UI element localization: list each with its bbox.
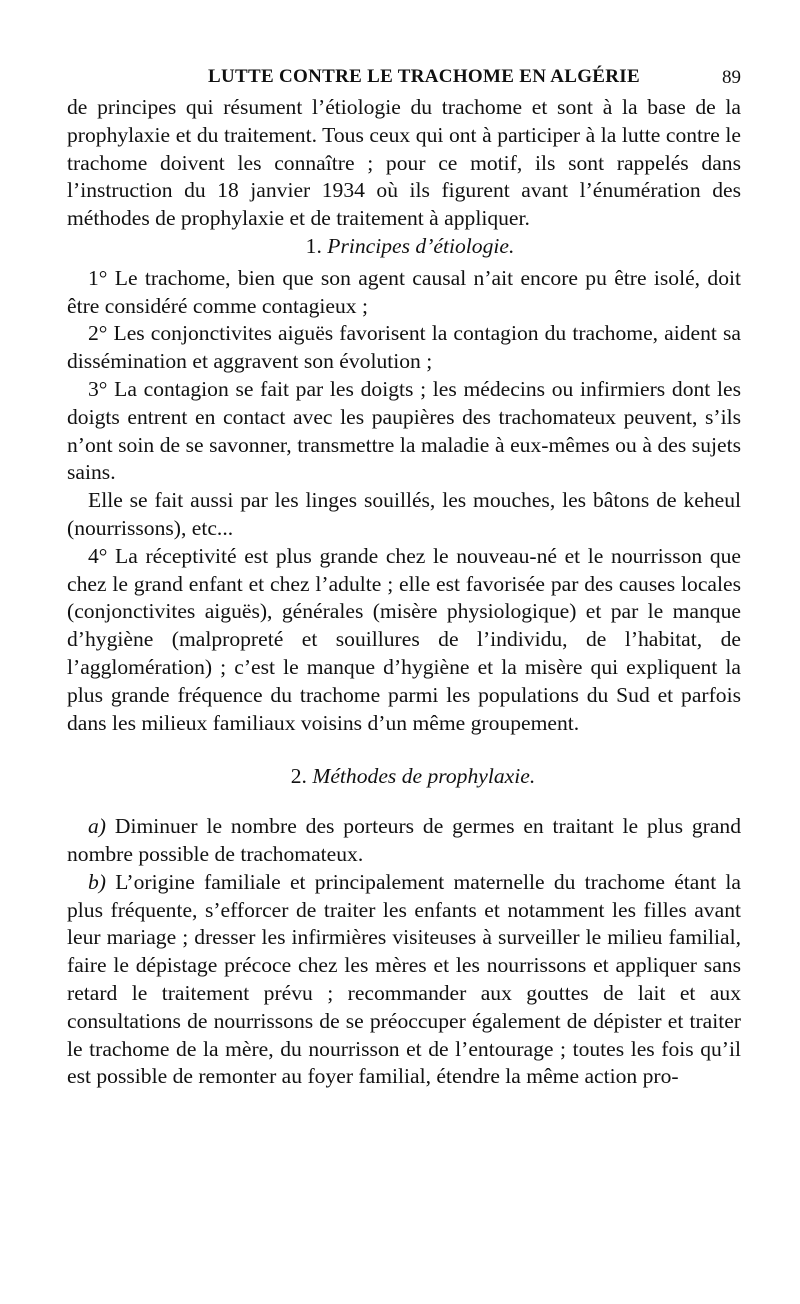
item-text: Diminuer le nombre des porteurs de germes en traitant le plus grand nombre possible de trachomateux. bbox=[67, 814, 741, 866]
paragraph bbox=[67, 813, 741, 869]
section-heading-prophylaxie bbox=[67, 763, 741, 791]
item-text: L’origine familiale et principalement maternelle du trachome étant la plus fréquente, s’efforcer de traiter les enfants et notamment les filles avant leur mariage ; dresser les infirmières visiteuses à surveiller le milieu familial, faire le dépistage précoce chez les mères et les nourrissons et appliquer sans retard le traitement prévu ; recommander aux gouttes de lait et aux consultations de nourrissons de se préoccuper également de dépister et traiter le trachome de la mère, du nourrisson et de l’entourage ; toutes les fois qu’il est possible de remonter au foyer familial, étendre la même action pro- bbox=[67, 869, 741, 1089]
intro-paragraph: de principes qui résument l’étiologie du trachome et sont à la base de la prophylaxie et du traitement. Tous ceux qui ont à participer à la lutte contre le trachome doivent les connaître ; pour ce motif, ils sont rappelés dans l’instruction du 18 janvier 1934 où ils figurent avant l’énumération des méthodes de prophylaxie et de traitement à appliquer. bbox=[67, 95, 741, 231]
item-label: a) bbox=[88, 814, 106, 839]
section-title: Principes d’étiologie. bbox=[327, 233, 515, 258]
item-label: b) bbox=[88, 869, 106, 894]
paragraph bbox=[67, 869, 741, 1091]
running-header bbox=[67, 60, 741, 94]
section-number: 2. bbox=[290, 764, 307, 789]
document-page bbox=[67, 60, 741, 1091]
section-number: 1. bbox=[305, 233, 322, 258]
section-heading-etiologie bbox=[67, 233, 741, 261]
page-number: 89 bbox=[722, 67, 741, 88]
paragraph: 3° La contagion se fait par les doigts ; les médecins ou infirmiers dont les doigts entrent en contact avec les paupières des trachomateux peuvent, s’ils n’ont soin de se savonner, transmettre la maladie à eux-mêmes ou à des sujets sains. bbox=[67, 376, 741, 485]
paragraph: Elle se fait aussi par les linges souillés, les mouches, les bâtons de keheul (nourrissons), etc... bbox=[67, 488, 741, 540]
section-title: Méthodes de prophylaxie. bbox=[312, 764, 536, 789]
running-title: LUTTE CONTRE LE TRACHOME EN ALGÉRIE bbox=[208, 66, 640, 87]
paragraph: 4° La réceptivité est plus grande chez le nouveau-né et le nourrisson que chez le grand enfant et chez l’adulte ; elle est favorisée par des causes locales (conjonctivites aiguës), générales (misère physiologique) et par le manque d’hygiène (malpropreté et souillures de l’individu, de l’habitat, de l’agglomération) ; c’est le manque d’hygiène et la misère qui expliquent la plus grande fréquence du trachome parmi les populations du Sud et parfois dans les milieux familiaux voisins d’un même groupement. bbox=[67, 543, 741, 735]
paragraph: 1° Le trachome, bien que son agent causal n’ait encore pu être isolé, doit être considéré comme contagieux ; bbox=[67, 265, 741, 318]
paragraph: 2° Les conjonctivites aiguës favorisent la contagion du trachome, aident sa dissémination et aggravent son évolution ; bbox=[67, 321, 741, 374]
